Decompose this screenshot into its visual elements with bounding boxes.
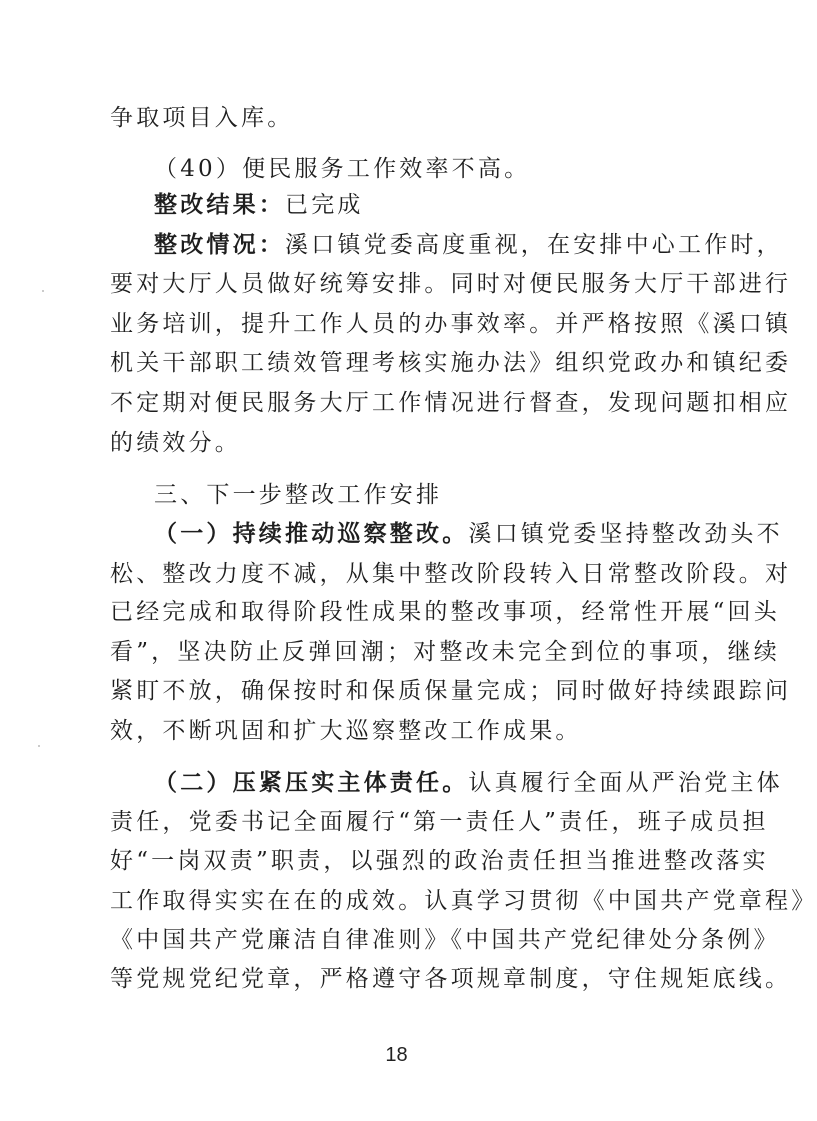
- text-line: [110, 269, 792, 299]
- text-segment: 要对大厅人员做好统筹安排。同时对便民服务大厅干部进行: [110, 271, 792, 297]
- text-segment: 看”，坚决防止反弹回潮；对整改未完全到位的事项，继续: [110, 639, 780, 665]
- bold-heading-text: 整改情况：: [154, 231, 285, 258]
- text-segment: 认真履行全面从严治党主体: [468, 770, 783, 796]
- text-line: [110, 597, 780, 627]
- text-line: [110, 103, 690, 133]
- text-line: [154, 154, 690, 184]
- text-segment: 好“一岗双责”职责，以强烈的政治责任担当推进整改落实: [110, 848, 769, 874]
- scan-speck: [38, 745, 40, 747]
- text-segment: 已经完成和取得阶段性成果的整改事项，经常性开展“回头: [110, 599, 780, 625]
- page-number: 18: [385, 1044, 408, 1066]
- text-segment: 松、整改力度不减，从集中整改阶段转入日常整改阶段。对: [110, 561, 792, 587]
- text-line: [154, 519, 783, 549]
- text-segment: 已完成: [285, 192, 364, 218]
- text-line: [110, 807, 769, 837]
- text-segment: 效，不断巩固和扩大巡察整改工作成果。: [110, 718, 582, 744]
- text-line: [110, 388, 792, 418]
- text-segment: 责任，党委书记全面履行“第一责任人”责任，班子成员担: [110, 809, 769, 835]
- text-line: [154, 480, 690, 510]
- text-segment: 的绩效分。: [110, 430, 241, 456]
- text-segment: 争取项目入库。: [110, 105, 294, 131]
- bold-heading-text: （二）压紧压实主体责任。: [154, 769, 469, 796]
- text-line: [110, 676, 792, 706]
- text-line: [110, 559, 792, 589]
- text-segment: （40）便民服务工作效率不高。: [154, 156, 531, 182]
- text-line: [110, 846, 769, 876]
- text-line: [154, 190, 690, 220]
- text-line: [110, 964, 792, 994]
- text-segment: 溪口镇党委高度重视，在安排中心工作时，: [285, 232, 783, 258]
- text-segment: 不定期对便民服务大厅工作情况进行督查，发现问题扣相应: [110, 390, 792, 416]
- text-line: [110, 309, 792, 339]
- text-segment: 三、下一步整改工作安排: [154, 482, 443, 508]
- text-line: [154, 768, 783, 798]
- text-segment: 《中国共产党廉洁自律准则》《中国共产党纪律处分条例》: [110, 927, 780, 953]
- text-line: [110, 886, 817, 916]
- text-line: [154, 230, 783, 260]
- bold-heading-text: （一）持续推动巡察整改。: [154, 520, 469, 547]
- text-line: [110, 428, 690, 458]
- text-segment: 紧盯不放，确保按时和保质保量完成；同时做好持续跟踪问: [110, 678, 792, 704]
- text-segment: 等党规党纪党章，严格遵守各项规章制度，守住规矩底线。: [110, 966, 792, 992]
- text-segment: 业务培训，提升工作人员的办事效率。并严格按照《溪口镇: [110, 311, 792, 337]
- text-line: [110, 637, 780, 667]
- text-segment: 机关干部职工绩效管理考核实施办法》组织党政办和镇纪委: [110, 350, 792, 376]
- text-line: [110, 348, 792, 378]
- bold-heading-text: 整改结果：: [154, 191, 285, 218]
- text-segment: 溪口镇党委坚持整改劲头不: [468, 521, 783, 547]
- text-line: [110, 925, 780, 955]
- text-line: [110, 716, 690, 746]
- text-segment: 工作取得实实在在的成效。认真学习贯彻《中国共产党章程》: [110, 888, 817, 914]
- scan-speck: [42, 290, 44, 292]
